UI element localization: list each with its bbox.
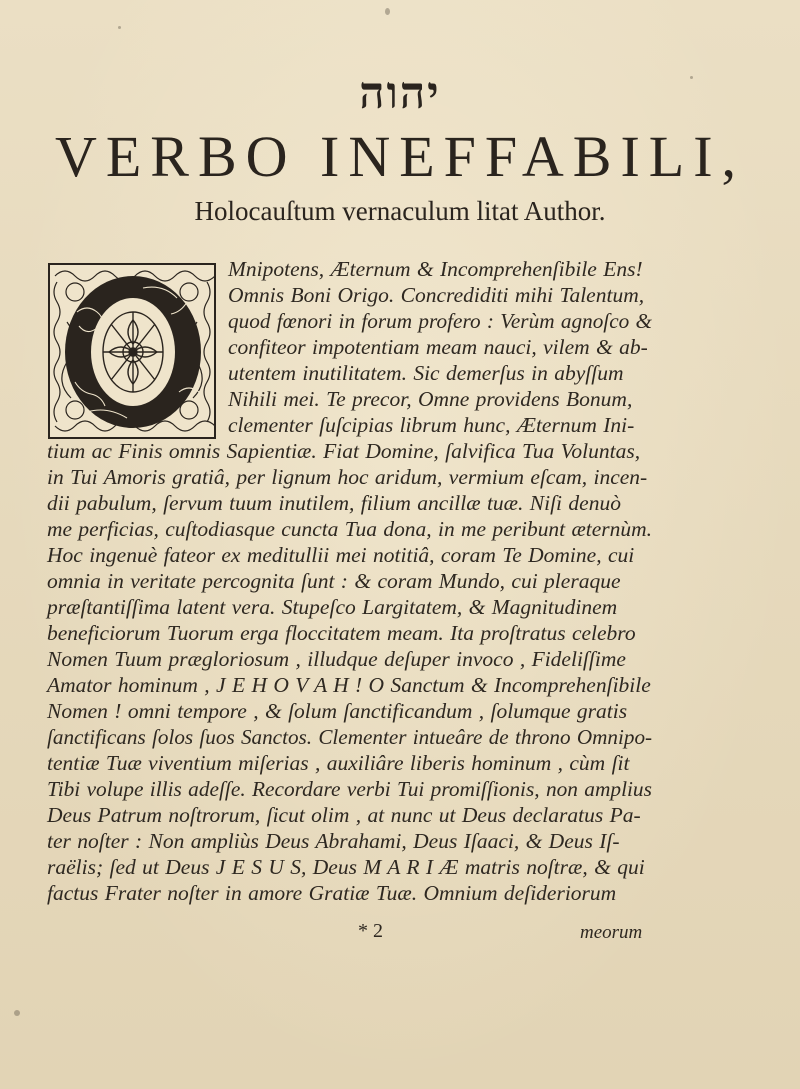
text-line: Nihili mei. Te precor, Omne providens Bonum,: [228, 387, 633, 411]
text-line: Nomen ! omni tempore , & ſolum ſanctificandum , ſolumque gratis: [47, 699, 628, 723]
text-line: Mnipotens, Æternum & Incomprehenſibile Ens!: [228, 257, 643, 281]
text-line: raëlis; ſed ut Deus J E S U S, Deus M A R I Æ matris noſtræ, & qui: [47, 855, 645, 879]
text-line: Nomen Tuum prægloriosum , illudque deſuper invoco , Fideliſſime: [47, 647, 626, 671]
text-line: confiteor impotentiam meam nauci, vilem & ab-: [228, 335, 648, 359]
text-line: dii pabulum, ſervum tuum inutilem, filium ancillæ tuæ. Niſi denuò: [47, 491, 621, 515]
text-line: clementer ſuſcipias librum hunc, Æternum Ini-: [228, 413, 635, 437]
decorated-initial-o: [47, 262, 217, 440]
text-line: ter noſter : Non ampliùs Deus Abrahami, Deus Iſaaci, & Deus Iſ-: [47, 829, 620, 853]
text-line: tium ac Finis omnis Sapientiæ. Fiat Domine, ſalvifica Tua Voluntas,: [47, 439, 641, 463]
text-line: Hoc ingenuè fateor ex meditullii mei notitiâ, coram Te Domine, cui: [47, 543, 635, 567]
text-line: ſanctificans ſolos ſuos Sanctos. Clementer intueâre de throno Omnipo-: [47, 725, 653, 749]
page-subtitle: Holocauſtum vernaculum litat Author.: [194, 196, 606, 226]
paper-speck: [14, 1010, 20, 1016]
ornament-letter-o-icon: [47, 262, 217, 440]
paper-speck: [118, 26, 121, 29]
signature-mark: * 2: [358, 920, 383, 942]
text-line: tentiæ Tuæ viventium miſerias , auxiliâre liberis hominum , cùm ſit: [47, 751, 630, 775]
catchword: meorum: [580, 922, 643, 943]
text-line: Amator hominum , J E H O V A H ! O Sanctum & Incomprehenſibile: [47, 673, 651, 697]
text-line: præſtantiſſima latent vera. Stupeſco Largitatem, & Magnitudinem: [47, 595, 618, 619]
text-line: omnia in veritate percognita ſunt : & coram Mundo, cui pleraque: [47, 569, 621, 593]
text-line: beneficiorum Tuorum erga floccitatem meam. Ita proſtratus celebro: [47, 621, 636, 645]
text-line: me perficias, cuſtodiasque cuncta Tua dona, in me peribunt æternùm.: [47, 517, 652, 541]
page-title: VERBO INEFFABILI,: [54, 124, 746, 189]
hebrew-tetragrammaton: יהוה: [359, 68, 441, 119]
text-line: in Tui Amoris gratiâ, per lignum hoc aridum, vermium eſcam, incen-: [47, 465, 648, 489]
text-line: utentem inutilitatem. Sic demerſus in abyſſum: [228, 361, 624, 385]
text-line: Deus Patrum noſtrorum, ſicut olim , at nunc ut Deus declaratus Pa-: [47, 803, 641, 827]
paper-speck: [385, 8, 390, 15]
text-line: Tibi volupe illis adeſſe. Recordare verbi Tui promiſſionis, non amplius: [47, 777, 652, 801]
text-line: quod fœnori in forum profero : Verùm agnoſco &: [228, 309, 653, 333]
text-line: factus Frater noſter in amore Gratiæ Tuæ. Omnium deſideriorum: [47, 881, 617, 905]
text-line: Omnis Boni Origo. Concrediditi mihi Talentum,: [228, 283, 645, 307]
